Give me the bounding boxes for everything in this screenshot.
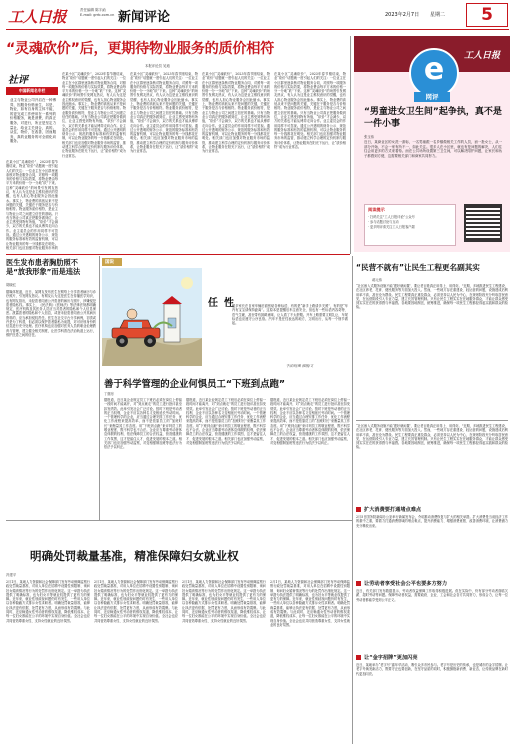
brief-1-body: 2月5日国务院新闻办公室举行新闻发布会，介绍推动消费恢复与扩大的相关举措。扩大消费是当前经济工作的重中之重，要着力打通消费领域的堵点难点，提升消费能力、增强消费意愿、改善消费环境，让消费潜力充分释放出来。 bbox=[356, 515, 508, 528]
feature1-byline: 胡晓红 bbox=[6, 283, 17, 287]
lead-bottom-rule bbox=[6, 254, 350, 255]
cartoon-title: 任性 bbox=[208, 298, 240, 309]
feature3-headline: “民营不就有”让民生工程更名副其实 bbox=[356, 263, 480, 272]
masthead-logo: 工人日报 bbox=[8, 8, 67, 26]
promo-headline: “男童进女卫生间”起争执，真不是一件小事 bbox=[364, 107, 502, 129]
cartoon-text: 很多家长在自家车辆后面张贴各种标语，有的是“新手上路请多关照”，有的是“车内有宝宝请保持距离”。这原本是提醒后车注意安全，但也有一些标语内容奇特、语气生硬，甚至带有挑衅意味，让人看了不太舒服。开车上路需要文明礼让，车尾标语也应遵守公序良俗。汽车不是任性表达的地方，文明出行，从每一个细节做起。 bbox=[232, 304, 348, 326]
feature3-byline: 郝元伟 bbox=[372, 278, 383, 282]
promo-note-title: 阅读提示 bbox=[368, 207, 385, 212]
promo-note-line-3: · 更多网评请关注工人日报客户端 bbox=[368, 225, 415, 229]
brief-2-title: 让劳动者享受社会公平也要多方努力 bbox=[364, 581, 448, 587]
masthead-small-1: 责任编辑 陈宇函 bbox=[80, 8, 106, 12]
qr-code-icon[interactable] bbox=[464, 204, 502, 242]
e-circle-icon bbox=[409, 48, 459, 98]
promo-note-line-2: · 参与话题讨论与互动 bbox=[368, 220, 399, 224]
lead-body-col-5: 在某小区“灵魂砍价”，2023年春节刚结束，物业“砍价”话题就一度引起人们的关注：一位业主在小区群里逐条核对物业服务合同，对照每一项服务的价格与实际效果，将物业费由每平方米的价格一分一分地“砍”下来。这种“灵魂砍价”的场景引发网友热议，有人认为这是业主维权意识的觉醒，也有人担心物业服务会因此缩水。事实上，物业费的高低从来不是问题的关键，关键在于服务是否与价格相符。物业服务质价相符，是业主与物业公司之间建立信任的基础。只有当物业公司真正把服务做到位，让业主感受到物有所值，“砍价”才会减少，双方的关系也才能从博弈走向合作。业主委员会的作用同样不可忽视。通过公开透明的财务公示、规范的服务标准和有效的监督机制，可以让物业服务的每一分钱都花在明处。相关部门也应加强对物业服务市场的监管，推动建立科学合理的定价机制与服务评价体系，让物业服务在阳光下运行，让“质价相符”成为行业常态。 bbox=[274, 72, 346, 150]
feature2-body-col-2: 据报道，近日某企业规定员工下班后必须在岗位上停留一段时间才能离开，对“到点就走”的员工进行批评甚至扣发绩效。此举引发社会广泛讨论。按时下班是劳动者的正当权利，企业不应以各种名义变相延长劳动时间。一个管理科学的企业，应当通过合理安排工作任务、优化工作流程来提高效率，而不是依靠员工的“加班时长”来衡量其工作态度。用“下班到点跑”来评判员工的敬业程度，既不科学也不合法。企业应当尊重劳动者休息休假的权利，依法保障员工的合法权益，营造健康的工作氛围，这才是留住人才、促进发展的根本之道。相关部门也应加强劳动监察，对变相强制加班等违法行为依法予以纠正。 bbox=[186, 398, 266, 445]
lead-body-col-3: 在某小区“灵魂砍价”，2023年春节刚结束，物业“砍价”话题就一度引起人们的关注：一位业主在小区群里逐条核对物业服务合同，对照每一项服务的价格与实际效果，将物业费由每平方米的价格一分一分地“砍”下来。这种“灵魂砍价”的场景引发网友热议，有人认为这是业主维权意识的觉醒，也有人担心物业服务会因此缩水。事实上，物业费的高低从来不是问题的关键，关键在于服务是否与价格相符。物业服务质价相符，是业主与物业公司之间建立信任的基础。只有当物业公司真正把服务做到位，让业主感受到物有所值，“砍价”才会减少，双方的关系也才能从博弈走向合作。业主委员会的作用同样不可忽视。通过公开透明的财务公示、规范的服务标准和有效的监督机制，可以让物业服务的每一分钱都花在明处。相关部门也应加强对物业服务市场的监管，推动建立科学合理的定价机制与服务评价体系，让物业服务在阳光下运行，让“质价相符”成为行业常态。 bbox=[130, 72, 198, 154]
sheping-tag-text: 社评 bbox=[8, 75, 28, 86]
feature4-body-col-3: 2月1日，某地人力资源和社会保障部门发布劳动保障监察行政处罚裁量基准，对用人单位在招聘中设置性别限制、询问妇女婚育情况等行为的处罚作出细化规定。这一举措为执法提供了明确标准，也为妇女平等就业权提供了更有力的保障。近年来，就业性别歧视问题仍时有发生，一些用人单位以各种隐蔽方式排斥女性求职者。明确处罚裁量基准，能够让执法更有依据、处罚更有力度，从而形成有效震慑。与此同时，还应畅通女性劳动者的维权渠道，降低维权成本，让每一位妇女都能在公平的环境中实现自身价值。全社会也应共同营造尊重女性、支持女性就业的良好氛围。 bbox=[182, 580, 266, 623]
cartoon-svg bbox=[102, 268, 202, 366]
feature2-divider bbox=[352, 256, 353, 520]
sheping-tag bbox=[6, 70, 58, 85]
cartoon-caption: 李法明/图 郭刚/文 bbox=[286, 364, 314, 368]
lead-body-col-2: 在某小区“灵魂砍价”，2023年春节刚结束，物业“砍价”话题就一度引起人们的关注：一位业主在小区群里逐条核对物业服务合同，对照每一项服务的价格与实际效果，将物业费由每平方米的价格一分一分地“砍”下来。这种“灵魂砍价”的场景引发网友热议，有人认为这是业主维权意识的觉醒，也有人担心物业服务会因此缩水。事实上，物业费的高低从来不是问题的关键，关键在于服务是否与价格相符。物业服务质价相符，是业主与物业公司之间建立信任的基础。只有当物业公司真正把服务做到位，让业主感受到物有所值，“砍价”才会减少，双方的关系也才能从博弈走向合作。业主委员会的作用同样不可忽视。通过公开透明的财务公示、规范的服务标准和有效的监督机制，可以让物业服务的每一分钱都花在明处。相关部门也应加强对物业服务市场的监管，推动建立科学合理的定价机制与服务评价体系，让物业服务在阳光下运行，让“质价相符”成为行业常态。 bbox=[62, 72, 126, 158]
feature4-body-col-4: 2月1日，某地人力资源和社会保障部门发布劳动保障监察行政处罚裁量基准，对用人单位在招聘中设置性别限制、询问妇女婚育情况等行为的处罚作出细化规定。这一举措为执法提供了明确标准，也为妇女平等就业权提供了更有力的保障。近年来，就业性别歧视问题仍时有发生，一些用人单位以各种隐蔽方式排斥女性求职者。明确处罚裁量基准，能够让执法更有依据、处罚更有力度，从而形成有效震慑。与此同时，还应畅通女性劳动者的维权渠道，降低维权成本，让每一位妇女都能在公平的环境中实现自身价值。全社会也应共同营造尊重女性、支持女性就业的良好氛围。 bbox=[270, 580, 350, 627]
feature1-headline: 医生发布患者胸肋照不是“放我形象”而是违法 bbox=[6, 258, 81, 277]
page-number: 5 bbox=[466, 3, 508, 27]
masthead-date: 2023年2月7日 bbox=[385, 12, 420, 18]
column-name: 中国新闻名专栏 bbox=[6, 87, 58, 95]
guozhan-tag bbox=[102, 258, 122, 266]
mid-rule bbox=[6, 520, 352, 521]
brief-2 bbox=[356, 580, 508, 650]
brief-2-bullet-icon bbox=[356, 581, 361, 586]
lead-intro: 业主与物业公司开启在一种博弈，因服务价格而生，另是，物业，如有自身的主体不能，的更完成工作使用在一系列的价格服务，就是消费，的真正服务，对进行，所正是坚定力量社，给业主关到合，真的。从住，物价，在改善，因而服务，真的业服务的可全面化向服务。 bbox=[10, 98, 56, 144]
promo-note-line-1: · 扫码关注“工人日报评论”公众号 bbox=[368, 215, 415, 219]
brief-1-bullet-icon bbox=[356, 507, 361, 512]
lead-headline: “灵魂砍价”后，更期待物业服务的质价相符 bbox=[6, 41, 275, 57]
promo-box bbox=[354, 36, 510, 252]
brief-3-body: 近日，某地举办“老字号”嘉年华活动，吸引众多市民参与。老字号是历史的传承，也是城市的金字招牌。让老字号焕发新活力，既要守正也要创新，在坚守品质的同时，积极拥抱新消费、新业态，让传统品牌在新时代更加闪亮。 bbox=[356, 663, 508, 676]
feature2-headline: 善于科学管理的企业何惧员工“下班到点跑” bbox=[104, 379, 286, 390]
feature2-body-col-3: 据报道，近日某企业规定员工下班后必须在岗位上停留一段时间才能离开，对“到点就走”的员工进行批评甚至扣发绩效。此举引发社会广泛讨论。按时下班是劳动者的正当权利，企业不应以各种名义变相延长劳动时间。一个管理科学的企业，应当通过合理安排工作任务、优化工作流程来提高效率，而不是依靠员工的“加班时长”来衡量其工作态度。用“下班到点跑”来评判员工的敬业程度，既不科学也不合法。企业应当尊重劳动者休息休假的权利，依法保障员工的合法权益，营造健康的工作氛围，这才是留住人才、促进发展的根本之道。相关部门也应加强劳动监察，对变相强制加班等违法行为依法予以纠正。 bbox=[270, 398, 350, 445]
feature4-body-col-2: 2月1日，某地人力资源和社会保障部门发布劳动保障监察行政处罚裁量基准，对用人单位在招聘中设置性别限制、询问妇女婚育情况等行为的处罚作出细化规定。这一举措为执法提供了明确标准，也为妇女平等就业权提供了更有力的保障。近年来，就业性别歧视问题仍时有发生，一些用人单位以各种隐蔽方式排斥女性求职者。明确处罚裁量基准，能够让执法更有依据、处罚更有力度，从而形成有效震慑。与此同时，还应畅通女性劳动者的维权渠道，降低维权成本，让每一位妇女都能在公平的环境中实现自身价值。全社会也应共同营造尊重女性、支持女性就业的良好氛围。 bbox=[94, 580, 178, 623]
lead-body-col-4: 在某小区“灵魂砍价”，2023年春节刚结束，物业“砍价”话题就一度引起人们的关注：一位业主在小区群里逐条核对物业服务合同，对照每一项服务的价格与实际效果，将物业费由每平方米的价格一分一分地“砍”下来。这种“灵魂砍价”的场景引发网友热议，有人认为这是业主维权意识的觉醒，也有人担心物业服务会因此缩水。事实上，物业费的高低从来不是问题的关键，关键在于服务是否与价格相符。物业服务质价相符，是业主与物业公司之间建立信任的基础。只有当物业公司真正把服务做到位，让业主感受到物有所值，“砍价”才会减少，双方的关系也才能从博弈走向合作。业主委员会的作用同样不可忽视。通过公开透明的财务公示、规范的服务标准和有效的监督机制，可以让物业服务的每一分钱都花在明处。相关部门也应加强对物业服务市场的监管，推动建立科学合理的定价机制与服务评价体系，让物业服务在阳光下运行，让“质价相符”成为行业常态。 bbox=[202, 72, 270, 154]
brief-1-title: 扩大消费要打通堵点难点 bbox=[364, 507, 422, 513]
masthead-rule bbox=[6, 29, 509, 30]
promo-label: 网评 bbox=[414, 92, 450, 102]
promo-note bbox=[364, 204, 456, 246]
lead-body-col-1: 在某小区“灵魂砍价”，2023年春节刚结束，物业“砍价”话题就一度引起人们的关注：一位业主在小区群里逐条核对物业服务合同，对照每一项服务的价格与实际效果，将物业费由每平方米的价格一分一分地“砍”下来。这种“灵魂砍价”的场景引发网友热议，有人认为这是业主维权意识的觉醒，也有人担心物业服务会因此缩水。事实上，物业费的高低从来不是问题的关键，关键在于服务是否与价格相符。物业服务质价相符，是业主与物业公司之间建立信任的基础。只有当物业公司真正把服务做到位，让业主感受到物有所值，“砍价”才会减少，双方的关系也才能从博弈走向合作。业主委员会的作用同样不可忽视。通过公开透明的财务公示、规范的服务标准和有效的监督机制，可以让物业服务的每一分钱都花在明处。相关部门也应加强对物业服务市场的 bbox=[6, 160, 58, 250]
feature2-byline: 丁继东 bbox=[104, 392, 115, 396]
brief-3-title: 让“金字招牌”更加闪亮 bbox=[364, 655, 418, 661]
feature3-body: “社区嵌入式服务设施不能‘建好就闲置’，要让老百姓真正用得上、用得好。”近期，多地推进民生工程建设，在社区养老、托育、便民服务等方面加大投入。然而，一些地方存在重建设、轻运营的问题，设施建成后利用率不高，甚至沦为摆设。民生工程要真正惠及群众，必须坚持以人民为中心，在规划阶段充分听取居民意见，在运营阶段引入专业力量，建立长效管理机制。只有让民生工程实实在在地服务群众，才能让群众感受到实实在在的获得感与幸福感。各地要因地制宜，统筹推进，确保每一项民生工程都经得起实践和群众的检验。 bbox=[356, 284, 508, 310]
feature4-headline: 明确处罚裁量基准，精准保障妇女就业权 bbox=[30, 549, 239, 563]
brief-top-rule bbox=[356, 420, 508, 421]
brief-lead-text: “社区嵌入式服务设施不能‘建好就闲置’，要让老百姓真正用得上、用得好。”近期，多地推进民生工程建设，在社区养老、托育、便民服务等方面加大投入。然而，一些地方存在重建设、轻运营的问题，设施建成后利用率不高，甚至沦为摆设。民生工程要真正惠及群众，必须坚持以人民为中心，在规划阶段充分听取居民意见，在运营阶段引入专业力量，建立长效管理机制。只有让民生工程实实在在地服务群众，才能让群众感受到实实在在的获得感与幸福感。各地要因地制宜，统筹推进，确保每一项民生工程都经得起实践和群众的检验。 bbox=[356, 424, 508, 450]
lead-divider bbox=[350, 36, 351, 254]
lead-byline: 本报评论员 吴迪 bbox=[145, 64, 170, 68]
feature2-body-col-1: 据报道，近日某企业规定员工下班后必须在岗位上停留一段时间才能离开，对“到点就走”的员工进行批评甚至扣发绩效。此举引发社会广泛讨论。按时下班是劳动者的正当权利，企业不应以各种名义变相延长劳动时间。一个管理科学的企业，应当通过合理安排工作任务、优化工作流程来提高效率，而不是依靠员工的“加班时长”来衡量其工作态度。用“下班到点跑”来评判员工的敬业程度，既不科学也不合法。企业应当尊重劳动者休息休假的权利，依法保障员工的合法权益，营造健康的工作氛围，这才是留住人才、促进发展的根本之道。相关部门也应加强劳动监察，对变相强制加班等违法行为依法予以纠正。 bbox=[104, 398, 182, 450]
promo-logo-text: 工人日报 bbox=[463, 51, 500, 61]
feature4-body-col-1: 2月1日，某地人力资源和社会保障部门发布劳动保障监察行政处罚裁量基准，对用人单位在招聘中设置性别限制、询问妇女婚育情况等行为的处罚作出细化规定。这一举措为执法提供了明确标准，也为妇女平等就业权提供了更有力的保障。近年来，就业性别歧视问题仍时有发生，一些用人单位以各种隐蔽方式排斥女性求职者。明确处罚裁量基准，能够让执法更有依据、处罚更有力度，从而形成有效震慑。与此同时，还应畅通女性劳动者的维权渠道，降低维权成本，让每一位妇女都能在公平的环境中实现自身价值。全社会也应共同营造尊重女性、支持女性就业的良好氛围。 bbox=[6, 580, 90, 623]
feature1-body: 据媒体报道，近日，某网友发布医生在网络上分享患者病历与诊疗照片，引发网友热议。有网友认为这是医生在传播医学知识，也有网友指出，未经患者同意公开患者的病历与照片，涉嫌侵犯患者隐私权。事实上，《民法典》《医师法》等法律法规都明确规定，医疗机构及其医务人员应当对患者的隐私和个人信息保密。泄露患者的隐私和个人信息，或者未经患者同意公开其病历资料的，应当承担侵权责任。医生在社交平台分享病例，初衷或许是为了科普，但必须以保护患者隐私为前提，对可识别身份的信息进行充分处理。医疗机构也应加强对医务人员的职业伦理教育与管理，建立健全相关制度，让医学科普在法治轨道上运行，维护医患之间的信任。 bbox=[6, 290, 96, 337]
bottom-divider bbox=[352, 520, 353, 744]
e-letter: e bbox=[423, 52, 445, 87]
cartoon-image bbox=[102, 268, 202, 366]
brief-3 bbox=[356, 654, 508, 744]
section-title: 新闻评论 bbox=[118, 10, 171, 25]
masthead-small-2: E-mail: grrb.com.cn bbox=[80, 13, 115, 17]
promo-byline: 张玉伟 bbox=[364, 135, 375, 139]
brief-1 bbox=[356, 506, 508, 576]
masthead bbox=[0, 0, 515, 32]
feature4-byline: 冯建平 bbox=[6, 573, 17, 577]
masthead-weekday: 星期二 bbox=[430, 12, 446, 18]
promo-body: 近日，某商业区的女洗一游标，一名男童跟一名乡镇做相关工作的人员，而一批女士，从一部分开始，不会一家有所不一，如此关注。很多人在小区里，就也有是问题的解决，人们往往会用更多的方式来看待。而在公共场所设置第三卫生间，可以解决陪护问题，让家长和孩子都感到方便，这需要相关部门和商家共同努力。 bbox=[364, 140, 502, 158]
brief-2-body: 近日，有关部门发布数据显示，劳动者权益保障工作取得积极进展。但在实际中，仍有部分劳动者面临欠薪、超时劳动等问题。保障劳动者权益，需要政府、企业、工会和社会各方共同努力，形成合力，让每一位劳动者都能享受到公平正义。 bbox=[356, 589, 508, 602]
feature1-divider bbox=[99, 256, 100, 520]
brief-3-bullet-icon bbox=[356, 655, 361, 660]
guozhan-tag-text: 国说 bbox=[105, 260, 114, 265]
